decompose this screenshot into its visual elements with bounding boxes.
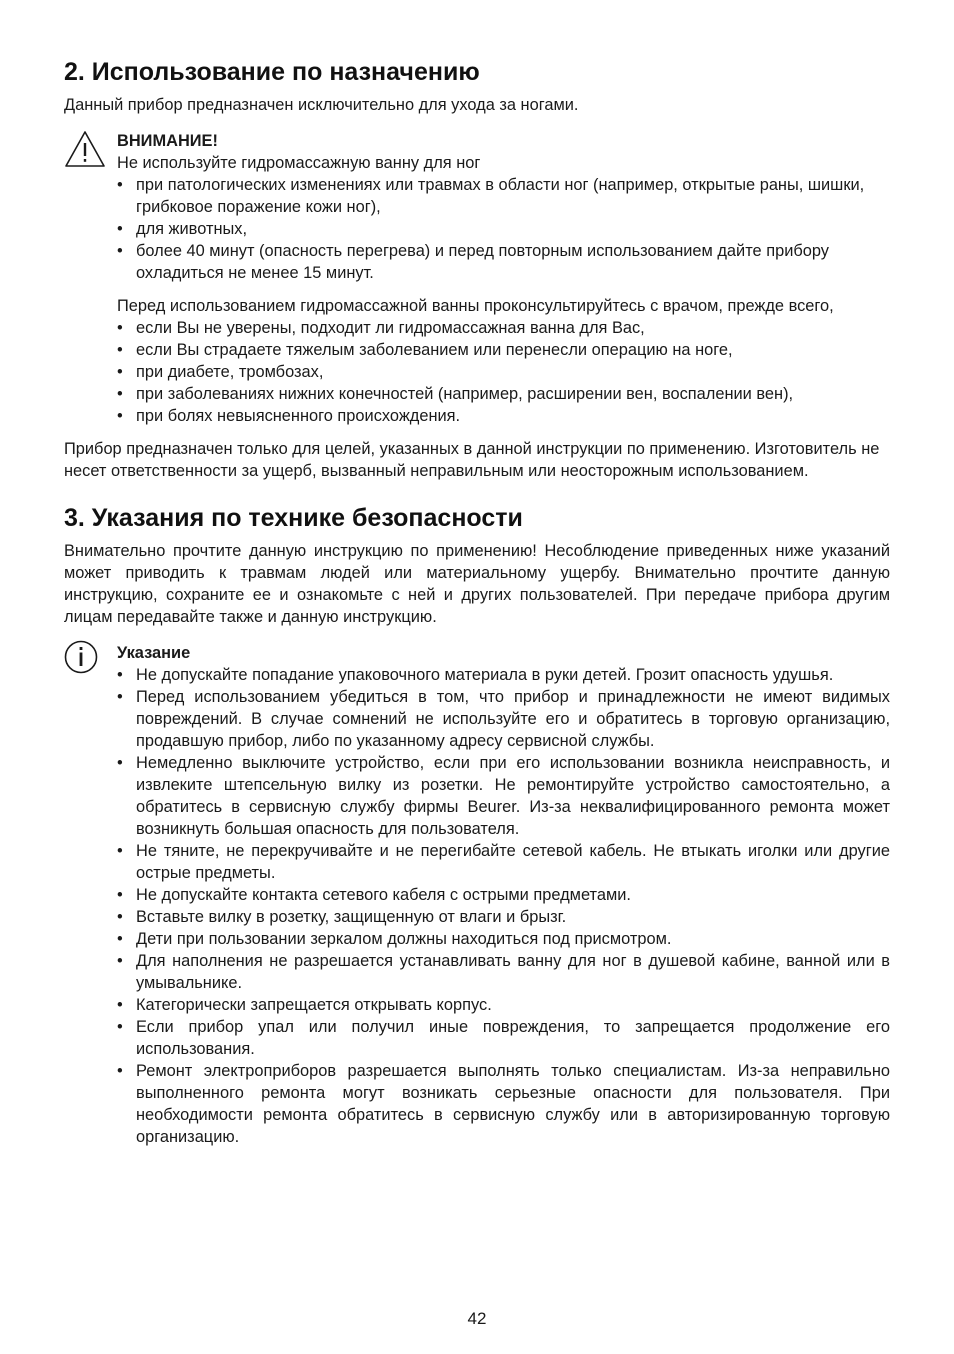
page-content [64, 56, 890, 1148]
warning-title: ВНИМАНИЕ! [117, 132, 218, 150]
list-item: • при болях невыясненного происхождения. [117, 405, 890, 427]
note-block [64, 642, 890, 1148]
section-3-intro: Внимательно прочтите данную инструкцию по применению! Несоблюдение приведенных ниже указаний может приводить к травмам людей или материальному ущербу. Внимательно прочтите данную инструкцию, сохраните ее и ознакомьте с ней и других пользователей. При передаче прибора другим лицам передавайте также и данную инструкцию. [64, 542, 890, 626]
section-2-intro: Данный прибор предназначен исключительно для ухода за ногами. [64, 96, 579, 114]
warning-triangle-icon [64, 130, 106, 168]
section-3-title: 3. Указания по технике безопасности [64, 504, 523, 532]
list-item: • если Вы не уверены, подходит ли гидромассажная ванна для Вас, [117, 317, 890, 339]
list-item: • Ремонт электроприборов разрешается выполнять только специалистам. Из-за неправильно выполненного ремонта могут возникать серьезные опасности для пользователя. При необходимости ремонта обратитесь в сервисную службу или в авторизированную торговую организацию. [117, 1060, 890, 1148]
list-item: • Не допускайте контакта сетевого кабеля с острыми предметами. [117, 884, 890, 906]
warning-lead-2: Перед использованием гидромассажной ванны проконсультируйтесь с врачом, прежде всего, [117, 297, 834, 315]
list-item: • Перед использованием убедиться в том, что прибор и принадлежности не имеют видимых повреждений. В случае сомнений не используйте его и обратитесь в торговую организацию, продавшую прибор, либо по указанному адресу сервисной службы. [117, 686, 890, 752]
list-item: • Не допускайте попадание упаковочного материала в руки детей. Грозит опасность удушья. [117, 664, 890, 686]
info-icon [64, 640, 98, 674]
list-item: • при диабете, тромбозах, [117, 361, 890, 383]
list-item: • более 40 минут (опасность перегрева) и перед повторным использованием дайте прибору охладиться не менее 15 минут. [117, 240, 890, 284]
list-item: • Немедленно выключите устройство, если при его использовании возникла неисправность, и извлеките штепсельную вилку из розетки. Не ремонтируйте устройство самостоятельно, а обратитесь в сервисную службу фирмы Beurer. Из-за неквалифицированного ремонта может возникнуть большая опасность для пользователя. [117, 752, 890, 840]
note-title: Указание [117, 644, 191, 662]
warning-lead: Не используйте гидромассажную ванну для ног [117, 154, 481, 172]
list-item: • Если прибор упал или получил иные повреждения, то запрещается продолжение его использования. [117, 1016, 890, 1060]
list-item: • если Вы страдаете тяжелым заболеванием или перенесли операцию на ноге, [117, 339, 890, 361]
section-2-title: 2. Использование по назначению [64, 58, 480, 86]
note-list [117, 664, 890, 1148]
list-item: • Вставьте вилку в розетку, защищенную от влаги и брызг. [117, 906, 890, 928]
list-item: • при заболеваниях нижних конечностей (например, расширении вен, воспалении вен), [117, 383, 890, 405]
list-item: • для животных, [117, 218, 890, 240]
list-item: • Для наполнения не разрешается устанавливать ванну для ног в душевой кабине, ванной или в умывальнике. [117, 950, 890, 994]
list-item: • Не тяните, не перекручивайте и не перегибайте сетевой кабель. Не втыкать иголки или другие острые предметы. [117, 840, 890, 884]
warning-block [64, 130, 890, 427]
consult-list [117, 317, 890, 427]
page-number: 42 [467, 1309, 487, 1328]
list-item: • Категорически запрещается открывать корпус. [117, 994, 890, 1016]
list-item: • Дети при пользовании зеркалом должны находиться под присмотром. [117, 928, 890, 950]
list-item: • при патологических изменениях или травмах в области ног (например, открытые раны, шишки, грибковое поражение кожи ног), [117, 174, 890, 218]
warning-list [117, 174, 890, 284]
section-2-closing: Прибор предназначен только для целей, указанных в данной инструкции по применению. Изготовитель не несет ответственности за ущерб, вызванный неправильным или неосторожным использованием. [64, 440, 880, 480]
